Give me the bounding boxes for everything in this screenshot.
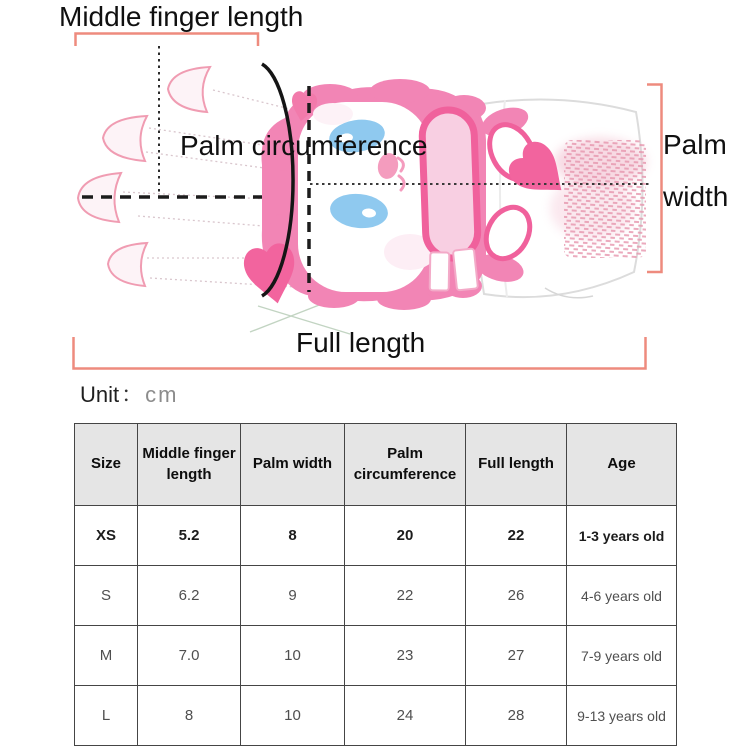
table-row-l bbox=[75, 686, 677, 746]
cell-palm-width: 10 bbox=[241, 626, 345, 686]
cell-middle-finger-length: 8 bbox=[138, 686, 241, 746]
table-header-row bbox=[75, 424, 677, 506]
cell-palm-width: 10 bbox=[241, 686, 345, 746]
col-header-full-length: Full length bbox=[466, 424, 567, 506]
cell-size: M bbox=[75, 626, 138, 686]
middle-finger-bracket bbox=[76, 34, 259, 47]
col-header-size: Size bbox=[75, 424, 138, 506]
size-chart-table bbox=[74, 423, 677, 746]
palm-width-label-line1: Palm bbox=[663, 129, 727, 160]
cell-palm-circumference: 20 bbox=[345, 506, 466, 566]
col-header-palm-width: Palm width bbox=[241, 424, 345, 506]
cell-age: 4-6 years old bbox=[567, 566, 677, 626]
full-length-label: Full length bbox=[296, 327, 426, 358]
unit-colon: ： bbox=[121, 382, 144, 407]
cell-palm-circumference: 22 bbox=[345, 566, 466, 626]
palm-width-label-line2: width bbox=[663, 181, 729, 212]
cell-palm-width: 9 bbox=[241, 566, 345, 626]
palm-width-bracket bbox=[647, 85, 662, 273]
middle-finger-length-label: Middle finger length bbox=[59, 1, 304, 32]
table-row-s bbox=[75, 566, 677, 626]
cell-size: XS bbox=[75, 506, 138, 566]
col-header-age: Age bbox=[567, 424, 677, 506]
cell-full-length: 26 bbox=[466, 566, 567, 626]
cell-age: 1-3 years old bbox=[567, 506, 677, 566]
glove-illustration bbox=[78, 67, 646, 334]
cell-age: 7-9 years old bbox=[567, 626, 677, 686]
cell-palm-circumference: 24 bbox=[345, 686, 466, 746]
cell-middle-finger-length: 6.2 bbox=[138, 566, 241, 626]
cell-full-length: 28 bbox=[466, 686, 567, 746]
unit-value: cm bbox=[145, 382, 179, 407]
cell-middle-finger-length: 5.2 bbox=[138, 506, 241, 566]
cell-size: S bbox=[75, 566, 138, 626]
cell-palm-width: 8 bbox=[241, 506, 345, 566]
col-header-palm-circumference: Palm circumference bbox=[345, 424, 466, 506]
unit-note bbox=[80, 378, 178, 409]
table-row-xs bbox=[75, 506, 677, 566]
fingertip-outlines bbox=[78, 67, 210, 286]
cell-full-length: 22 bbox=[466, 506, 567, 566]
col-header-middle-finger-length: Middle finger length bbox=[138, 424, 241, 506]
cell-palm-circumference: 23 bbox=[345, 626, 466, 686]
cell-age: 9-13 years old bbox=[567, 686, 677, 746]
palm-circumference-label: Palm circumference bbox=[180, 130, 428, 161]
knit-texture-patch bbox=[564, 140, 646, 258]
cell-middle-finger-length: 7.0 bbox=[138, 626, 241, 686]
cell-size: L bbox=[75, 686, 138, 746]
unit-label: Unit bbox=[80, 382, 120, 407]
cell-full-length: 27 bbox=[466, 626, 567, 686]
table-row-m bbox=[75, 626, 677, 686]
